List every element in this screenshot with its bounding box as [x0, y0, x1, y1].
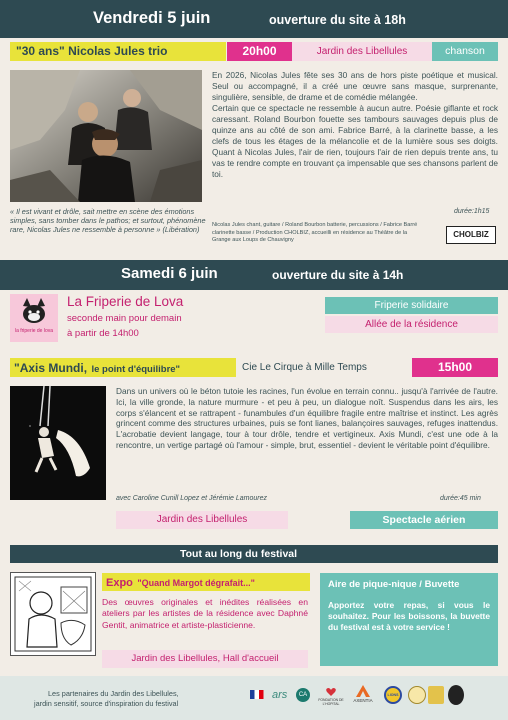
partner-logo-8 — [448, 685, 464, 705]
expo-location: Jardin des Libellules, Hall d'accueil — [102, 650, 308, 668]
day1-credits: Nicolas Jules chant, guitare / Roland Bourbon batterie, percussions / Fabrice Barré clarinette basse / Production CHOLBIZ, accueilli en résidence au Théâtre de la Grange aux Loups de Chauvigny — [212, 222, 418, 244]
partner-logo-ars: ars — [272, 689, 288, 701]
flag-icon — [250, 688, 264, 706]
partner-fondation-text: FONDATION DE L'HOPITAL — [318, 698, 344, 706]
day1-paragraph-1: En 2026, Nicolas Jules fête ses 30 ans de hors piste poétique et musical. Seul ou accompagné, il a créé une œuvre sans masque, surprenante, singulière, sensible, de drame et de comédie mélangée. — [212, 70, 498, 102]
trio-photo — [10, 70, 202, 202]
partner-logo-7 — [428, 686, 444, 704]
axis-title-bar — [10, 358, 236, 377]
day2-opening: ouverture du site à 14h — [272, 268, 404, 282]
friperie-line1: seconde main pour demain — [67, 313, 182, 324]
festival-heading: Tout au long du festival — [180, 548, 298, 560]
axis-subtitle: le point d'équilibre" — [91, 364, 181, 375]
friperie-line2: à partir de 14h00 — [67, 328, 139, 339]
day1-venue: Jardin des Libellules — [292, 42, 432, 61]
axis-title: "Axis Mundi, — [14, 361, 88, 375]
day1-quote: « Il est vivant et drôle, sait mettre en scène des émotions simples, sans tomber dans le pathos; et surtout, phénomène rare, Nicolas Jules ne ressemble à personne » (Libération) — [10, 207, 206, 235]
friperie-logo — [10, 294, 58, 342]
picnic-text: Apportez votre repas, si vous le souhaitez. Pour les boissons, la buvette du festival est à votre service ! — [328, 600, 490, 633]
festival-header — [10, 545, 498, 563]
day1-paragraph-2: Certain que ce spectacle ne ressemble à aucun autre. Poésie giflante et rock caressant. Roland Bourbon fouette ses tambours sauvages depuis plus de quinze ans au côté de son ami. Fabrice Barré, à la clarinette basse, a les clefs de tous les étages de la mélancolie et de la lumière sous ses doigts. Quant à Nicolas Jules, l'air de rien, toujours l'air de rien depuis trente ans, tu vas te rendre compte en trouvant ça impensable que ses chansons parlent de toi. — [212, 103, 498, 179]
friperie-logo-text: la friperie de lova — [14, 328, 54, 334]
expo-description: Des œuvres originales et inédites réalisées en ateliers par les artistes de la résidence avec Daphné Gentit, animatrice et artiste-plasticienne. — [102, 597, 308, 630]
partner-logo-ca: CA — [296, 688, 310, 702]
day1-date: Vendredi 5 juin — [93, 9, 211, 27]
expo-artwork — [10, 572, 96, 656]
footer-line2: jardin sensitif, source d'inspiration du festival — [34, 699, 179, 708]
friperie-location: Allée de la résidence — [325, 316, 498, 333]
axentia-icon — [356, 685, 370, 697]
picnic-title: Aire de pique-nique / Buvette — [328, 579, 460, 590]
partner-logo-6 — [408, 686, 426, 704]
expo-title-bar — [102, 573, 310, 591]
heart-icon — [326, 687, 336, 697]
friperie-tag: Friperie solidaire — [325, 297, 498, 314]
footer-line1: Les partenaires du Jardin des Libellules, — [48, 689, 179, 698]
partner-logo-republique — [250, 688, 264, 706]
friperie-name: La Friperie de Lova — [67, 294, 184, 309]
expo-title: "Quand Margot dégrafait..." — [137, 578, 255, 588]
day2-date: Samedi 6 juin — [121, 265, 218, 282]
axis-company: Cie Le Cirque à Mille Temps — [242, 362, 367, 373]
partner-logo-lions — [384, 686, 402, 704]
partner-logo-axentia — [350, 685, 376, 709]
cholbiz-logo-text: CHOLBIZ — [453, 230, 489, 239]
footer — [0, 676, 508, 720]
day1-opening: ouverture du site à 18h — [269, 13, 406, 27]
axis-duration: durée:45 min — [440, 495, 481, 502]
expo-label: Expo — [106, 577, 133, 589]
day1-time: 20h00 — [227, 42, 292, 61]
cholbiz-logo — [446, 226, 496, 244]
day1-description — [212, 70, 498, 180]
axis-time: 15h00 — [412, 358, 498, 377]
axis-genre: Spectacle aérien — [350, 511, 498, 529]
day2-header — [0, 260, 508, 290]
axis-venue: Jardin des Libellules — [116, 511, 288, 529]
partner-axentia-text: AXENTIA — [353, 698, 373, 703]
partner-logo-fondation — [318, 687, 344, 707]
day1-genre: chanson — [432, 42, 498, 61]
axis-credits: avec Caroline Cunill Lopez et Jérémie Lamourez — [116, 495, 267, 502]
aerial-photo — [10, 386, 106, 500]
day1-show-title: "30 ans" Nicolas Jules trio — [10, 42, 226, 61]
partner-lions-text: LIONS — [387, 693, 399, 697]
dog-icon — [10, 294, 58, 342]
day1-duration: durée:1h15 — [454, 208, 490, 215]
axis-description: Dans un univers où le béton tutoie les racines, l'un évolue en terrain connu.. jusqu'à l'arrivée de l'autre. Ici, la ville gronde, la nature murmure - et peu à peu, un dialogue noît. Suspendus dans les airs, les corps s'élancent et se rattrapent - funambules d'un équilibre fragile entre maîtrise et instinct. Les agrès grincent comme des structures urbaines, puis se font lianes, balançoires sauvages, refuges inattendus. L'acrobatie devient langage, tour à tour drôle, tendre et vertigineux. Axis Mundi, c'est une ode à la rencontre, un vertige partagé où l'amour - simple, brut, essentiel - devient le véritable point d'équilibre. — [116, 386, 498, 450]
day1-header — [0, 0, 508, 38]
picnic-panel — [320, 573, 498, 666]
